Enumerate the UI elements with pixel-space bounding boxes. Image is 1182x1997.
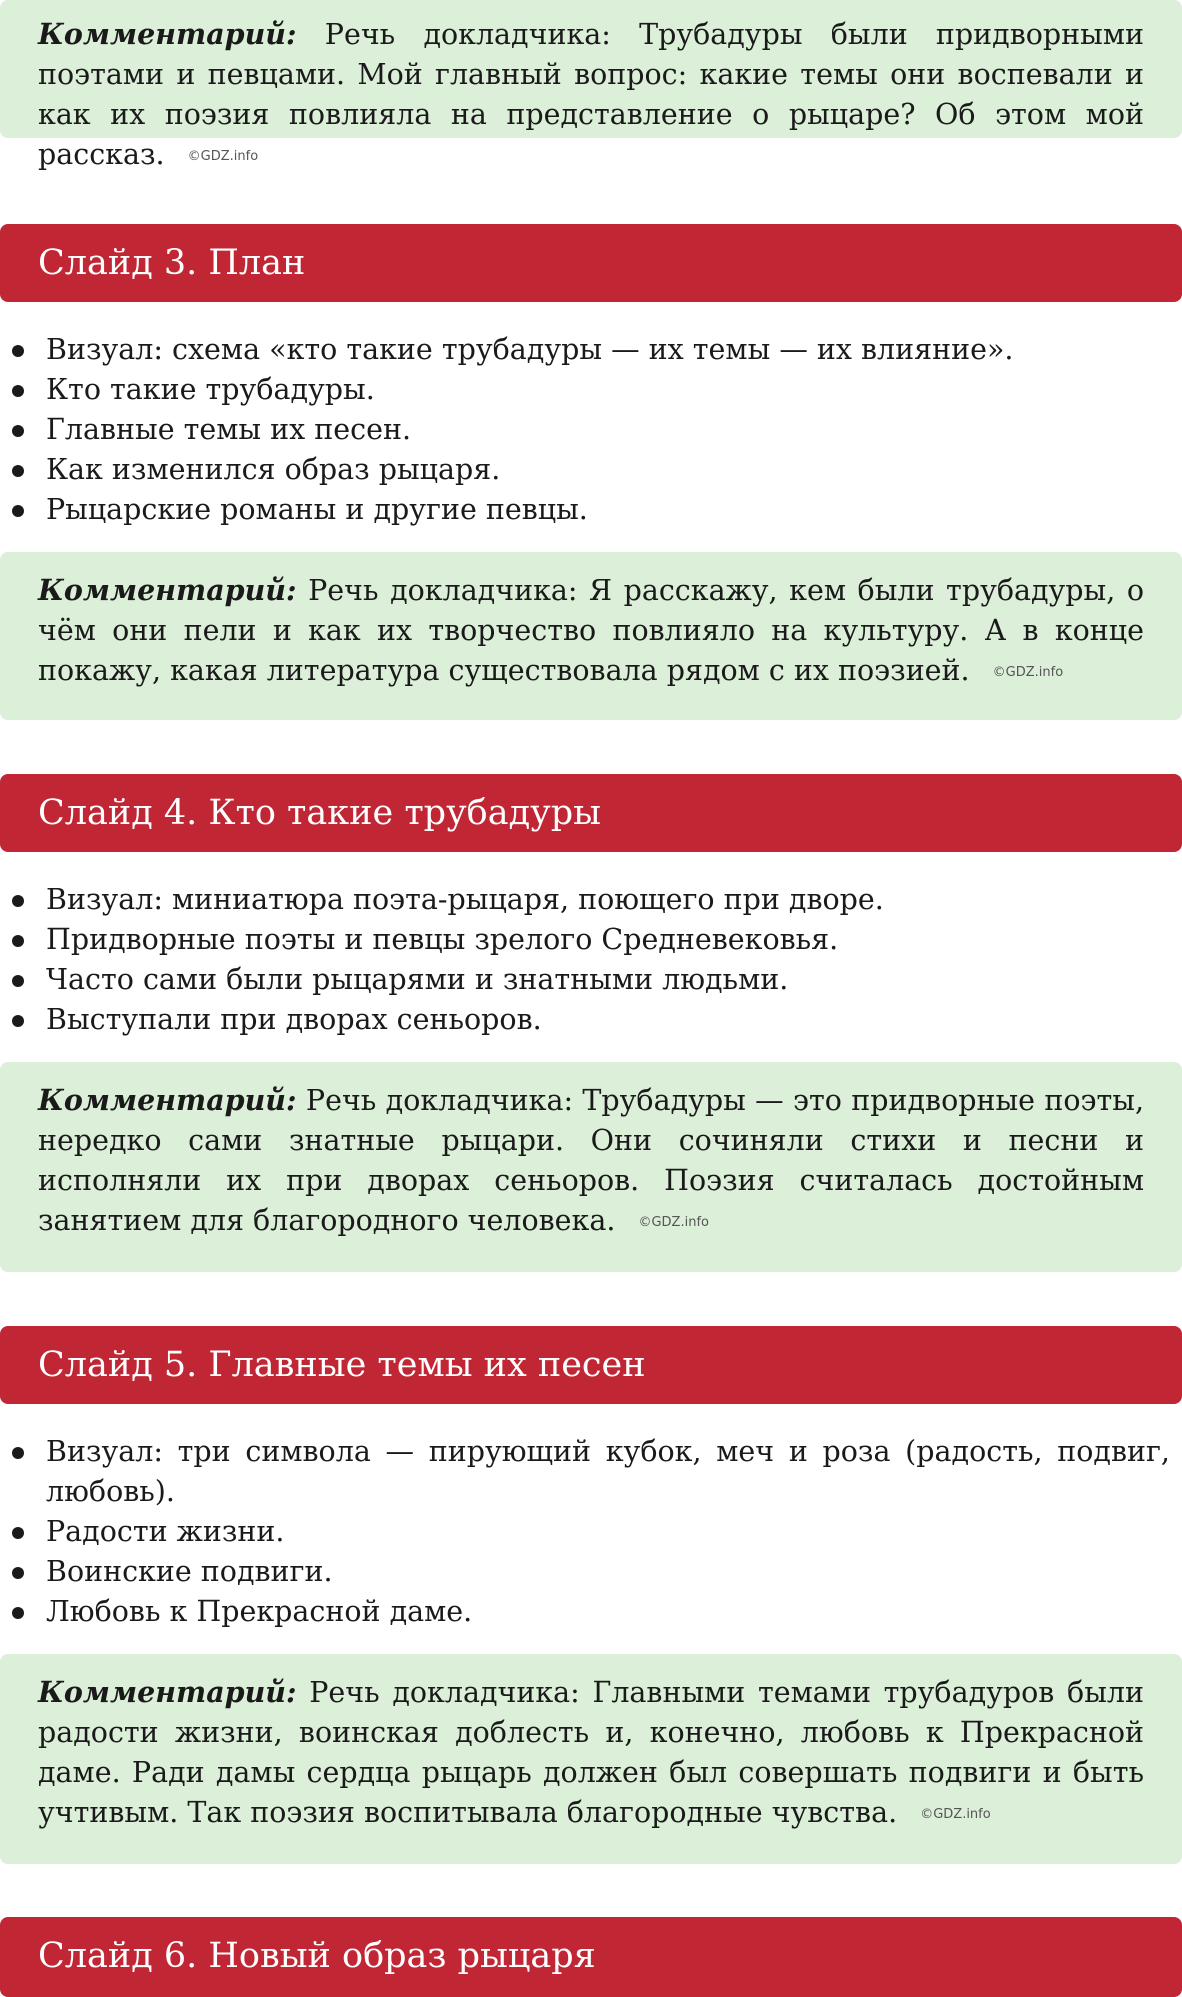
list-item: Воинские подвиги. (0, 1552, 1182, 1592)
watermark-text: GDZ.info (200, 148, 259, 164)
watermark-text: GDZ.info (933, 1806, 991, 1822)
bullet-icon (12, 425, 24, 437)
comment-text: Речь докладчика: Главными темами трубадуров были радости жизни, воинская доблесть и, конечно, любовь к Прекрасной даме. Ради дамы сердца рыцарь должен был совершать подвиги и быть учтивым. Так поэзия воспитывала благородные чувства. (38, 1676, 1144, 1829)
slide-5-header (0, 1326, 1182, 1404)
slide-4-bullets (0, 880, 1182, 1040)
watermark-logo: ©GDZ.info (638, 1214, 709, 1230)
bullet-icon (12, 465, 24, 477)
watermark-logo: ©GDZ.info (920, 1806, 991, 1822)
slide-4-header (0, 774, 1182, 852)
comment-text: Речь докладчика: Я расскажу, кем были трубадуры, о чём они пели и как их творчество повлияло на культуру. А в конце покажу, какая литература существовала рядом с их поэзией. (38, 574, 1144, 687)
list-item: Рыцарские романы и другие певцы. (0, 490, 1182, 530)
watermark-logo: ©GDZ.info (992, 664, 1064, 680)
watermark-text: GDZ.info (1005, 664, 1064, 680)
comment-box-slide-3 (0, 552, 1182, 720)
comment-text: Речь докладчика: Трубадуры — это придворные поэты, нередко сами знатные рыцари. Они сочиняли стихи и песни и исполняли их при дворах сеньоров. Поэзия считалась достойным занятием для благородного человека. (38, 1084, 1145, 1237)
slide-3-header (0, 224, 1182, 302)
list-item: Визуал: три символа — пирующий кубок, меч и роза (радость, подвиг, любовь). (0, 1432, 1182, 1512)
comment-label: Комментарий: (38, 573, 297, 607)
list-item: Выступали при дворах сеньоров. (0, 1000, 1182, 1040)
comment-box-slide-5 (0, 1654, 1182, 1864)
list-item: Любовь к Прекрасной даме. (0, 1592, 1182, 1632)
slide-title: Слайд 6. Новый образ рыцаря (38, 1936, 596, 1976)
slide-5-bullets (0, 1432, 1182, 1632)
list-item: Визуал: миниатюра поэта-рыцаря, поющего при дворе. (0, 880, 1182, 920)
watermark-logo: ©GDZ.info (187, 148, 259, 164)
slide-3-bullets (0, 330, 1182, 530)
bullet-icon (12, 1527, 24, 1539)
bullet-icon (12, 345, 24, 357)
comment-box-intro (0, 0, 1182, 171)
slide-title: Слайд 4. Кто такие трубадуры (38, 793, 602, 833)
list-item: Визуал: схема «кто такие трубадуры — их темы — их влияние». (0, 330, 1182, 370)
bullet-icon (12, 935, 24, 947)
slide-title: Слайд 5. Главные темы их песен (38, 1345, 646, 1385)
slide-title: Слайд 3. План (38, 243, 306, 283)
bullet-icon (12, 1567, 24, 1579)
list-item: Часто сами были рыцарями и знатными людьми. (0, 960, 1182, 1000)
bullet-icon (12, 505, 24, 517)
list-item: Кто такие трубадуры. (0, 370, 1182, 410)
comment-text: Речь докладчика: Трубадуры были придворными поэтами и певцами. Мой главный вопрос: какие темы они воспевали и как их поэзия повлияла на представление о рыцаре? Об этом мой рассказ. (38, 18, 1144, 171)
list-item: Радости жизни. (0, 1512, 1182, 1552)
bullet-icon (12, 385, 24, 397)
bullet-icon (12, 1447, 24, 1459)
comment-box-slide-4 (0, 1062, 1182, 1272)
comment-label: Комментарий: (38, 1083, 297, 1117)
list-item: Главные темы их песен. (0, 410, 1182, 450)
comment-label: Комментарий: (38, 17, 297, 51)
bullet-icon (12, 1015, 24, 1027)
list-item: Как изменился образ рыцаря. (0, 450, 1182, 490)
bullet-icon (12, 1607, 24, 1619)
list-item: Придворные поэты и певцы зрелого Средневековья. (0, 920, 1182, 960)
watermark-text: GDZ.info (651, 1214, 709, 1230)
comment-label: Комментарий: (38, 1675, 297, 1709)
bullet-icon (12, 895, 24, 907)
slide-6-header (0, 1917, 1182, 1997)
bullet-icon (12, 975, 24, 987)
